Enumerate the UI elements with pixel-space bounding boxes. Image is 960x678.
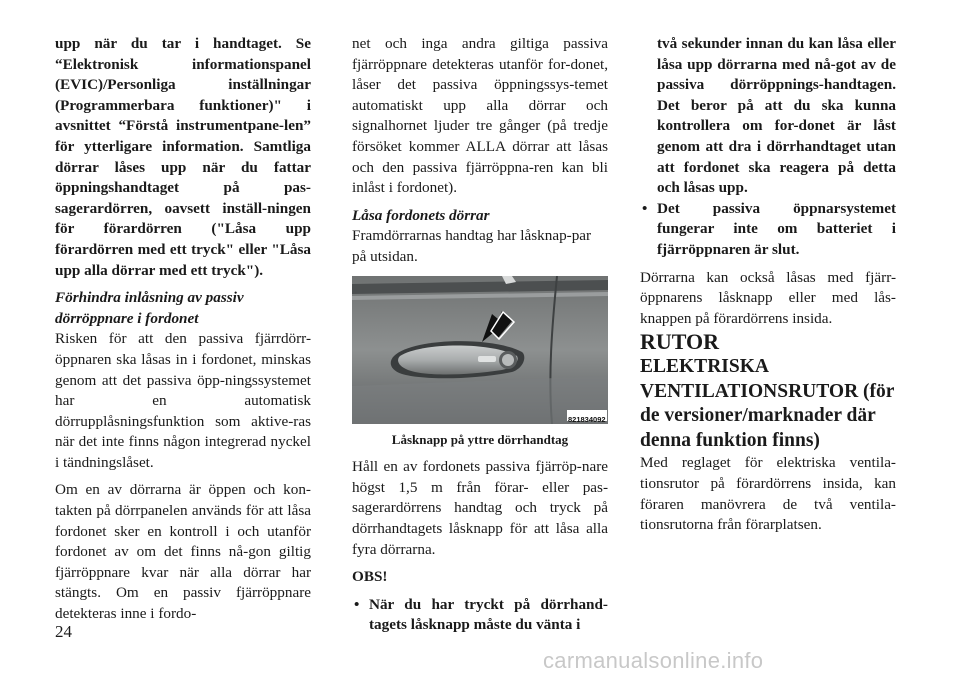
body-paragraph: Risken för att den passiva fjärrdörr-öppnaren ska låsas in i fordonet, minskas genom att det passiva öpp-ningssystemet har en automatisk dörrupplåsningsfunktion som aktive-ras när det inte finns någon integrerad nyckel i tändningslåset. (55, 330, 311, 471)
bullet-item-continued (640, 34, 896, 199)
obs-heading: OBS! (352, 568, 388, 586)
bullet-glyph: • (354, 595, 360, 613)
body-paragraph: Framdörrarnas handtag har låsknap-par på utsidan. (352, 227, 592, 265)
column-3 (640, 34, 896, 536)
bullet-glyph: • (642, 199, 648, 217)
figure-code: 821834092 (568, 414, 606, 424)
bullet-item (640, 199, 896, 261)
body-paragraph: Med reglaget för elektriska ventila-tionsrutor på förardörrens insida, kan föraren manövrera de två ventila-tionsrutorna från förarplatsen. (640, 454, 896, 534)
bullet-text: Det passiva öppnarsystemet fungerar inte om batteriet i fjärröppnaren är slut. (657, 199, 896, 258)
bullet-item (352, 595, 608, 636)
body-paragraph: net och inga andra giltiga passiva fjärröppnare detekteras utanför for-donet, låser det passiva öppningssys-temet automatiskt upp alla dörrar och signalhornet ljuder tre gånger (på tredje försöket kommer ALLA dörrar att låsas och den passiva fjärröppna-ren kan bli inlåst i fordonet). (352, 35, 608, 197)
door-handle-photo (352, 276, 608, 424)
intro-paragraph: upp när du tar i handtaget. Se “Elektronisk informationspanel (EVIC)/Personliga inställningar (Programmerbara funktioner)" i avsnittet “Förstå instrumentpane-len” för ytterligare information. Samtliga dörrar låses upp när du fattar öppningshandtaget på pas-sagerardörren, oavsett inställ-ningen för förardörren ("Låsa upp förardörren med ett tryck" eller "Låsa upp alla dörrar med ett tryck"). (55, 35, 311, 279)
body-paragraph: Dörrarna kan också låsas med fjärr-öppnarens låsknapp eller med lås-knappen på förardörrens insida. (640, 268, 896, 327)
section-heading-locking: Låsa fordonets dörrar (352, 206, 490, 224)
body-paragraph: Håll en av fordonets passiva fjärröp-nare högst 1,5 m från förar- eller pas-sagerardörrens handtag och tryck på dörrhandtagets låsknapp för att låsa alla fyra dörrarna. (352, 458, 608, 558)
watermark: carmanualsonline.info (543, 648, 764, 673)
page-number: 24 (55, 622, 72, 641)
figure-caption: Låsknapp på yttre dörrhandtag (391, 431, 569, 447)
section-heading-vent-windows: ELEKTRISKA VENTILATIONSRUTOR (för de versioner/marknader där denna funktion finns) (640, 356, 895, 451)
body-paragraph: Om en av dörrarna är öppen och kon-takten på dörrpanelen används för att låsa fordonet sker en kontroll i och utanför fordonet av om det finns nå-gon giltig fjärröppnare kvar när alla dörrar har stängts. Om en passiv fjärröppnare detekteras inne i fordo- (55, 481, 311, 623)
section-heading-lockout: Förhindra inlåsning av passiv dörröppnare i fordonet (55, 289, 244, 327)
bullet-text: två sekunder innan du kan låsa eller låsa upp dörrarna med nå-got av de passiva dörröppnings-handtagen. Det beror på att du ska kunna kontrollera om for-donet är låst genom att dra i dörrhandtaget utan att fordonet ska reagera på detta och låsas upp. (657, 35, 896, 197)
column-2 (352, 34, 608, 636)
bullet-text: När du har tryckt på dörrhand-tagets låsknapp måste du vänta i (369, 595, 608, 634)
column-1 (55, 34, 311, 625)
door-handle-illustration (352, 276, 608, 424)
section-heading-windows: RUTOR (640, 329, 720, 355)
